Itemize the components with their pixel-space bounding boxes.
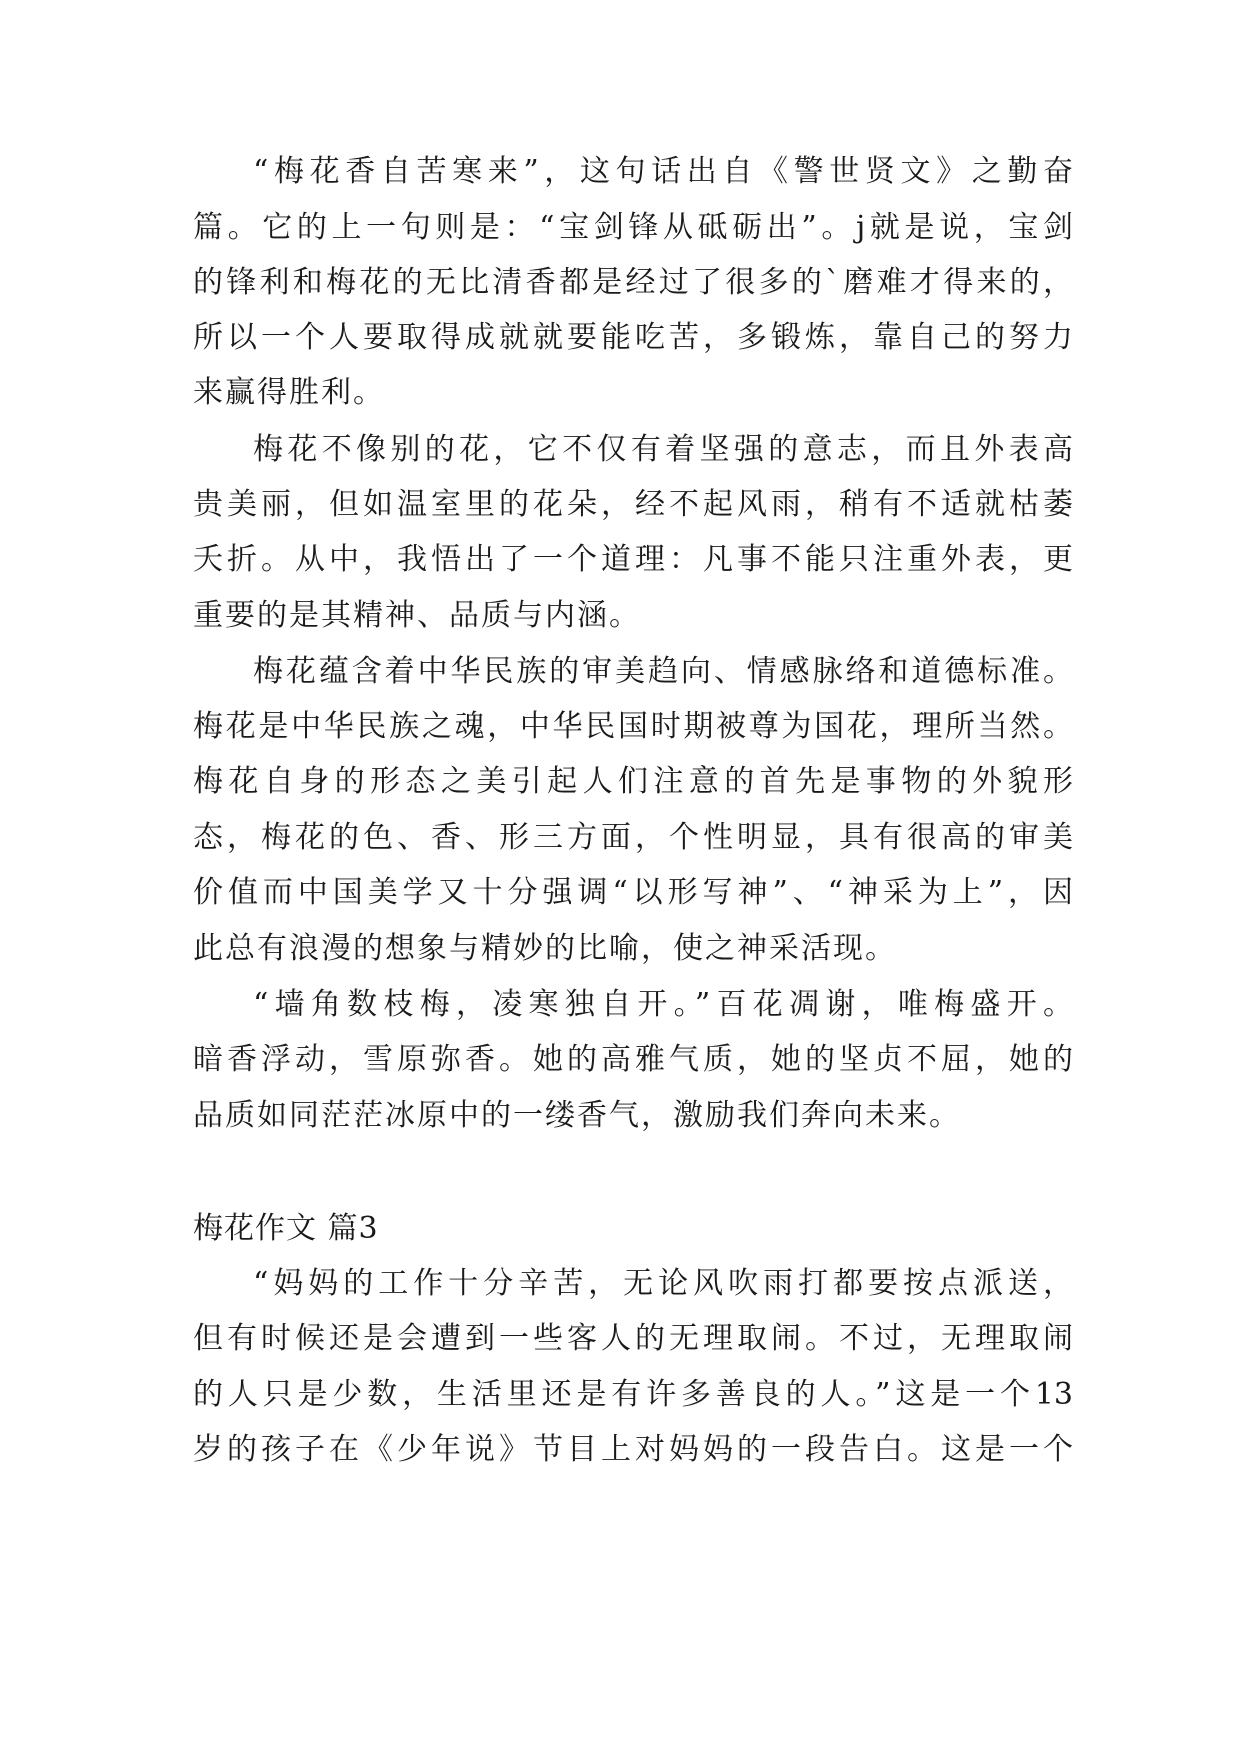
paragraph-line: “墙角数枝梅，凌寒独自开。”百花凋谢，唯梅盛开。: [253, 987, 1073, 1022]
paragraph-line: 贵美丽，但如温室里的花朵，经不起风雨，稍有不适就枯萎: [193, 487, 1073, 522]
paragraph-line: 价值而中国美学又十分强调“以形写神”、“神采为上”，因: [193, 875, 1073, 910]
section-heading: 梅花作文 篇3: [193, 1211, 379, 1246]
paragraph-line: 此总有浪漫的想象与精妙的比喻，使之神采活现。: [193, 931, 897, 966]
paragraph-line: 的锋利和梅花的无比清香都是经过了很多的`磨难才得来的，: [193, 265, 1073, 300]
paragraph-line: 来赢得胜利。: [193, 375, 385, 410]
paragraph-line: 梅花自身的形态之美引起人们注意的首先是事物的外貌形: [193, 764, 1073, 799]
paragraph-line: 态，梅花的色、香、形三方面，个性明显，具有很高的审美: [193, 820, 1073, 855]
paragraph-line: 篇。它的上一句则是：“宝剑锋从砥砺出”。j就是说，宝剑: [193, 210, 1073, 245]
paragraph-line: “梅花香自苦寒来”，这句话出自《警世贤文》之勤奋: [253, 154, 1073, 189]
paragraph-line: 但有时候还是会遭到一些客人的无理取闹。不过，无理取闹: [193, 1321, 1073, 1356]
paragraph-line: 梅花不像别的花，它不仅有着坚强的意志，而且外表高: [253, 432, 1073, 467]
paragraph-line: 梅花蕴含着中华民族的审美趋向、情感脉络和道德标准。: [253, 654, 1073, 689]
paragraph-line: 重要的是其精神、品质与内涵。: [193, 598, 641, 633]
paragraph-line: 所以一个人要取得成就就要能吃苦，多锻炼，靠自己的努力: [193, 320, 1073, 355]
paragraph-line: “妈妈的工作十分辛苦，无论风吹雨打都要按点派送，: [253, 1266, 1073, 1301]
paragraph-line: 岁的孩子在《少年说》节目上对妈妈的一段告白。这是一个: [193, 1432, 1073, 1467]
paragraph-line: 的人只是少数，生活里还是有许多善良的人。”这是一个13: [193, 1377, 1073, 1412]
paragraph-line: 暗香浮动，雪原弥香。她的高雅气质，她的坚贞不屈，她的: [193, 1042, 1073, 1077]
paragraph-line: 梅花是中华民族之魂，中华民国时期被尊为国花，理所当然。: [193, 709, 1073, 744]
paragraph-line: 品质如同茫茫冰原中的一缕香气，激励我们奔向未来。: [193, 1098, 961, 1133]
paragraph-line: 夭折。从中，我悟出了一个道理：凡事不能只注重外表，更: [193, 542, 1073, 577]
